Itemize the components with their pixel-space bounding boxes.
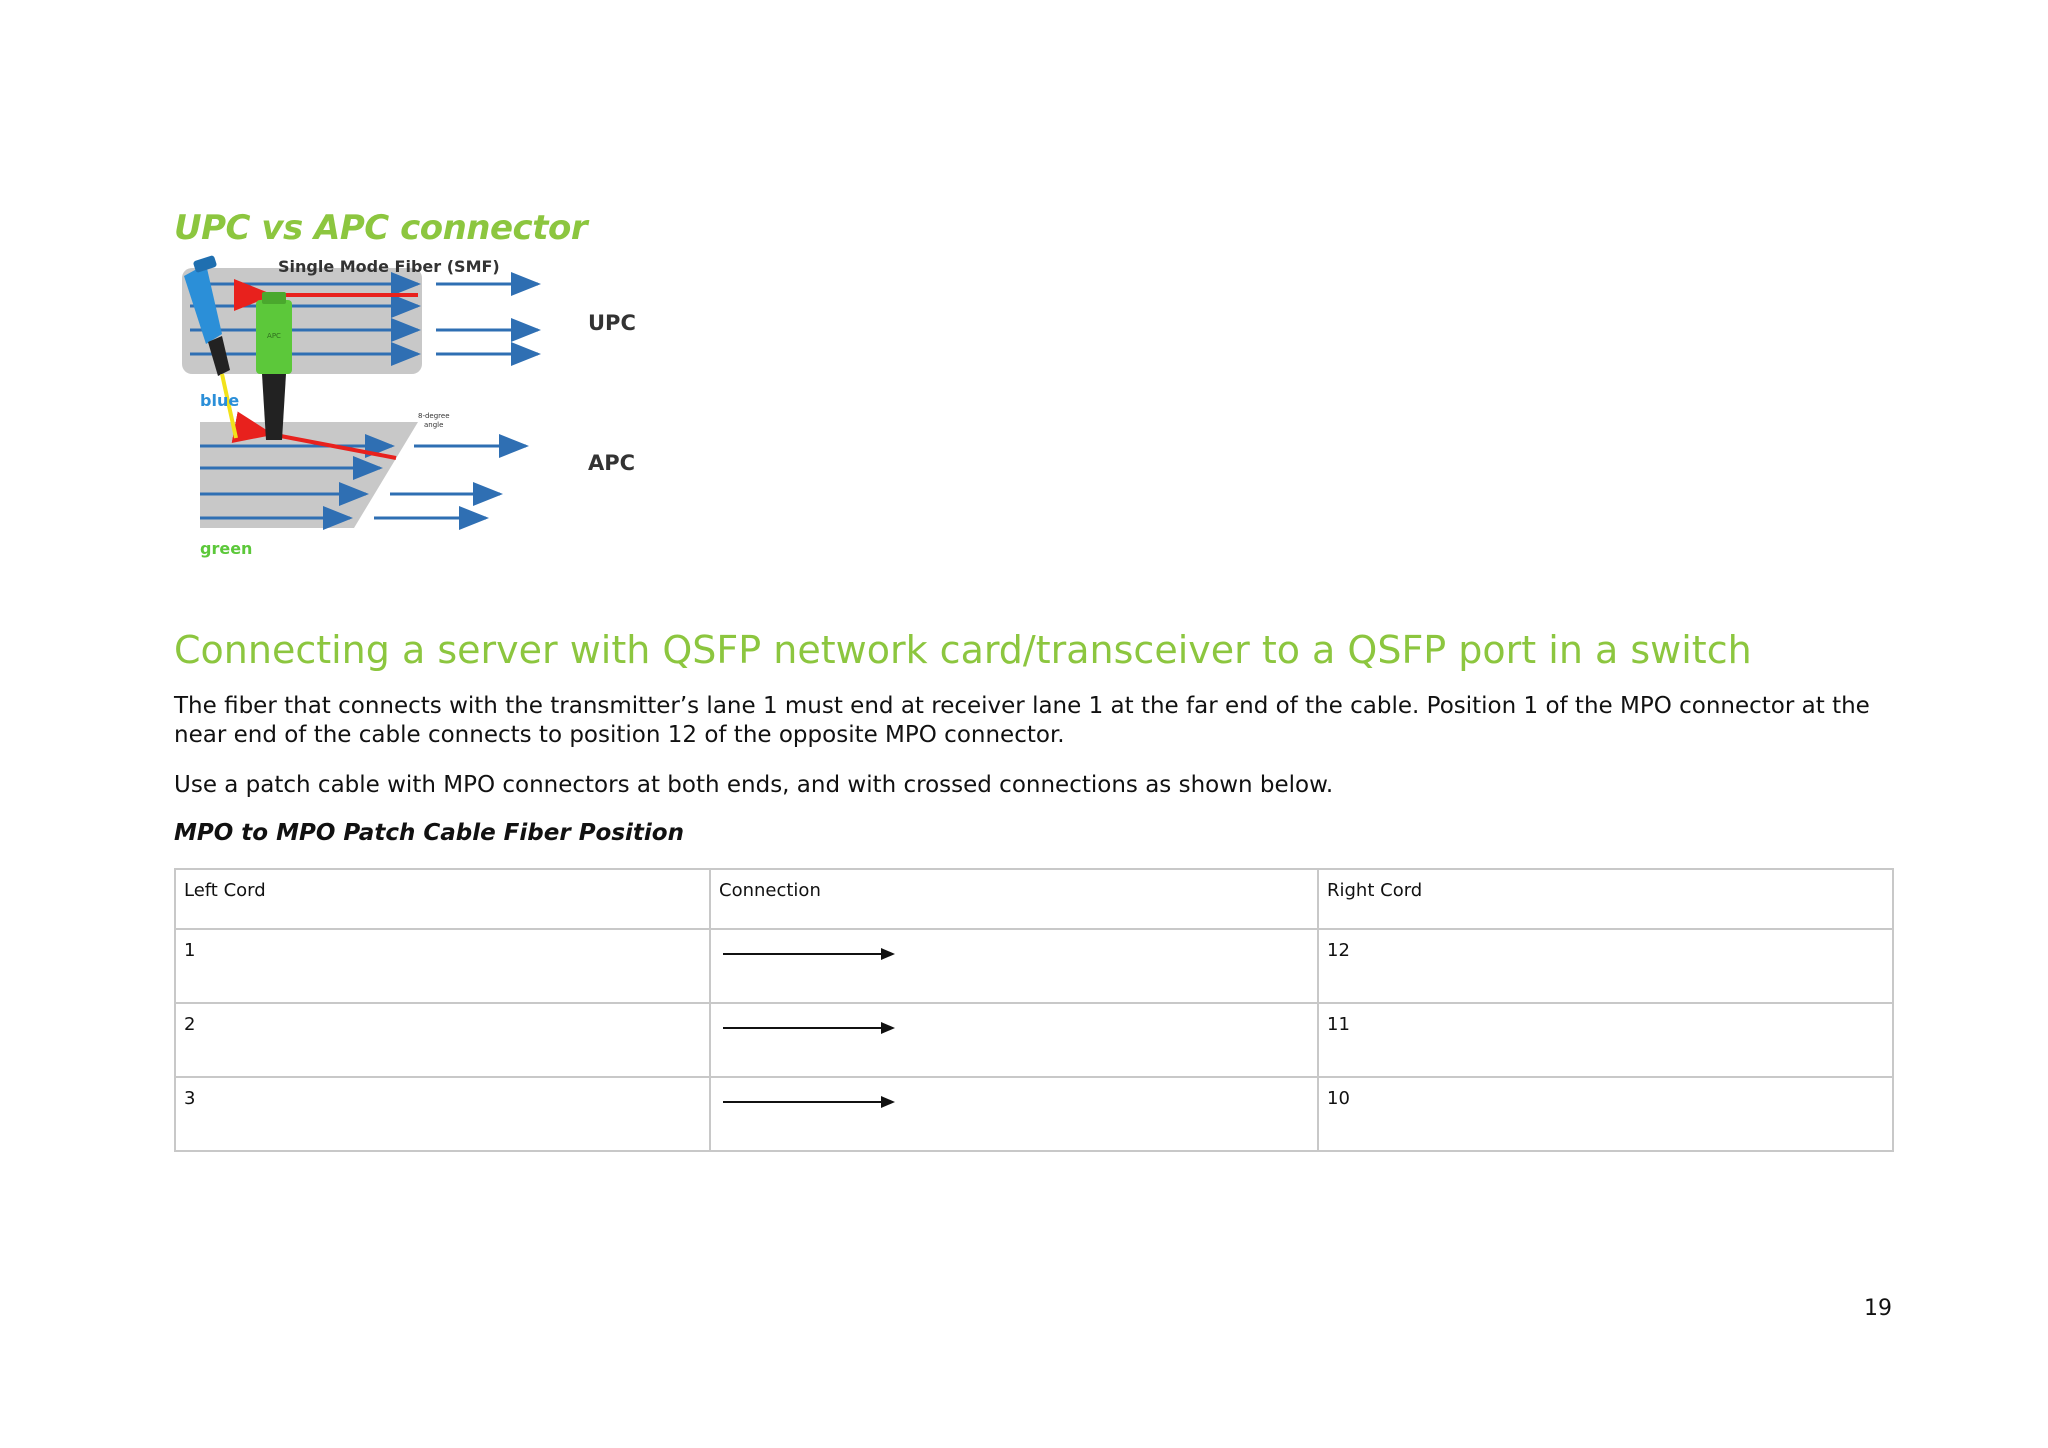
- upc-apc-connector-figure: [170, 250, 690, 570]
- apc-label: APC: [588, 451, 636, 475]
- green-connector-icon: [256, 292, 292, 440]
- apc-ferrule: [200, 422, 418, 528]
- header-left-cord: Left Cord: [175, 869, 710, 929]
- section-title-upc-apc: UPC vs APC connector: [174, 208, 588, 248]
- section-title-connecting: Connecting a server with QSFP network card/transceiver to a QSFP port in a switch: [174, 628, 1752, 672]
- right-cord-cell: 11: [1318, 1003, 1893, 1077]
- blue-label: blue: [200, 391, 240, 410]
- connection-cell: [710, 929, 1318, 1003]
- left-cord-cell: 2: [175, 1003, 710, 1077]
- paragraph-lane-mapping: The fiber that connects with the transmitter’s lane 1 must end at receiver lane 1 at the far end of the cable. Position 1 of the MPO connector at the near end of the cable connects to position 12 of the opposite MPO connector.: [174, 693, 1870, 748]
- paragraph-patch-cable: Use a patch cable with MPO connectors at both ends, and with crossed connections as shown below.: [174, 772, 1334, 798]
- page-number: 19: [1864, 1296, 1892, 1321]
- left-cord-cell: 1: [175, 929, 710, 1003]
- arrow-right-icon: [719, 1020, 899, 1036]
- angle-label-line2: angle: [424, 421, 444, 429]
- header-connection: Connection: [710, 869, 1318, 929]
- plug-label: APC: [267, 332, 281, 340]
- arrow-right-icon: [719, 1094, 899, 1110]
- table-row: [175, 1077, 1893, 1151]
- connection-cell: [710, 1077, 1318, 1151]
- left-cord-cell: 3: [175, 1077, 710, 1151]
- arrow-right-icon: [719, 946, 899, 962]
- green-label: green: [200, 539, 253, 558]
- connection-cell: [710, 1003, 1318, 1077]
- smf-label: Single Mode Fiber (SMF): [278, 257, 500, 276]
- table-header-row: [175, 869, 1893, 929]
- right-cord-cell: 12: [1318, 929, 1893, 1003]
- right-cord-cell: 10: [1318, 1077, 1893, 1151]
- table-caption: MPO to MPO Patch Cable Fiber Position: [174, 820, 684, 846]
- header-right-cord: Right Cord: [1318, 869, 1893, 929]
- angle-label-line1: 8-degree: [418, 412, 450, 420]
- table-row: [175, 1003, 1893, 1077]
- table-row: [175, 929, 1893, 1003]
- mpo-patch-table: [174, 868, 1894, 1152]
- upc-label: UPC: [588, 311, 636, 335]
